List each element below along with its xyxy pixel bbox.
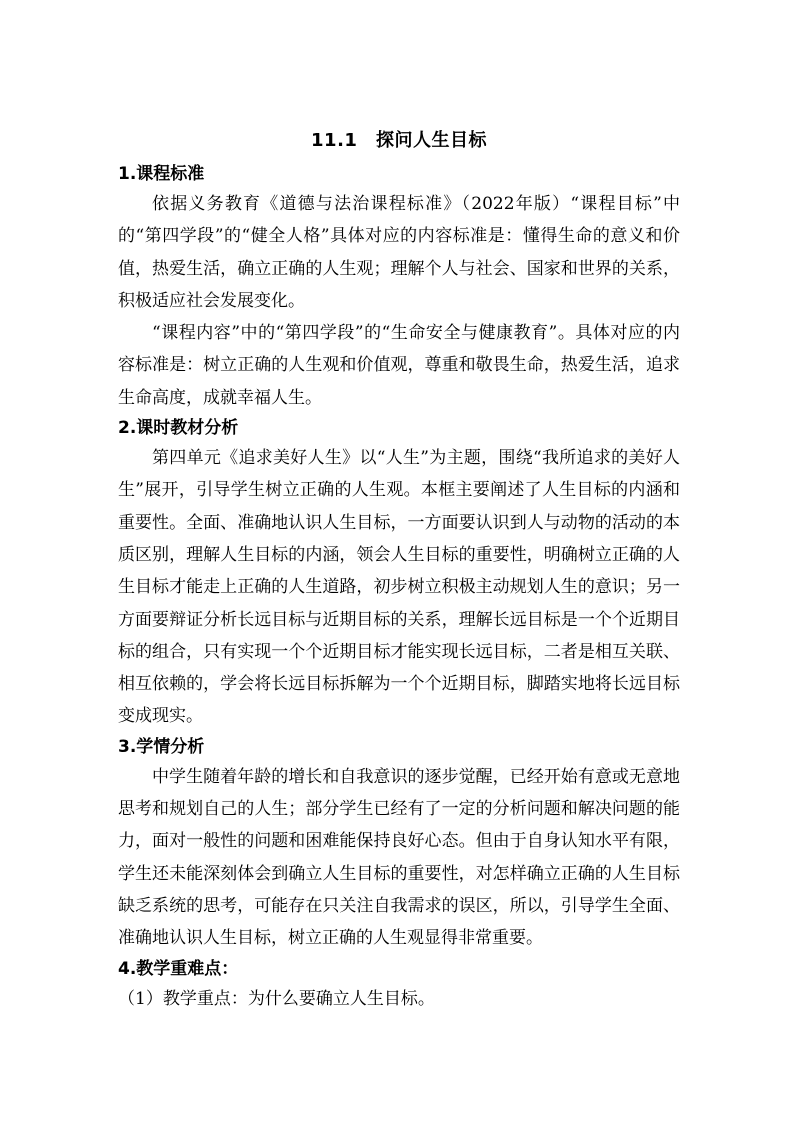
document-title: 11.1 探问人生目标 — [311, 130, 487, 151]
section-heading: 2.课时教材分析 — [118, 418, 239, 439]
paragraph: 依据义务教育《道德与法治课程标准》（2022年版）“课程目标”中的“第四学段”的“健全人格”具体对应的内容标准是：懂得生命的意义和价值，热爱生活，确立正确的人生观；理解个人与社会、国家和世界的关系，积极适应社会发展变化。 — [118, 194, 680, 311]
section-course-standard — [118, 160, 680, 414]
document-content — [118, 128, 680, 1015]
list-item: （1）教学重点：为什么要确立人生目标。 — [118, 988, 435, 1009]
paragraph: 第四单元《追求美好人生》以“人生”为主题，围绕“我所追求的美好人生”展开，引导学生树立正确的人生观。本框主要阐述了人生目标的内涵和重要性。全面、准确地认识人生目标，一方面要认识到人与动物的活动的本质区别，理解人生目标的内涵，领会人生目标的重要性，明确树立正确的人生目标才能走上正确的人生道路，初步树立积极主动规划人生的意识；另一方面要辩证分析长远目标与近期目标的关系，理解长远目标是一个个近期目标的组合，只有实现一个个近期目标才能实现长远目标，二者是相互关联、相互依赖的，学会将长远目标拆解为一个个近期目标，脚踏实地将长远目标变成现实。 — [118, 448, 680, 727]
section-key-difficulties — [118, 955, 680, 1015]
section-student-analysis — [118, 733, 680, 955]
section-heading: 1.课程标准 — [118, 164, 205, 184]
section-textbook-analysis — [118, 414, 680, 733]
section-heading: 4.教学重难点： — [118, 958, 239, 979]
paragraph: “课程内容”中的“第四学段”的“生命安全与健康教育”。具体对应的内容标准是：树立正确的人生观和价值观，尊重和敬畏生命，热爱生活，追求生命高度，成就幸福人生。 — [118, 323, 680, 408]
paragraph: 中学生随着年龄的增长和自我意识的逐步觉醒，已经开始有意或无意地思考和规划自己的人生；部分学生已经有了一定的分析问题和解决问题的能力，面对一般性的问题和困难能保持良好心态。但由于自身认知水平有限，学生还未能深刻体会到确立人生目标的重要性，对怎样确立正确的人生目标缺乏系统的思考，可能存在只关注自我需求的误区，所以，引导学生全面、准确地认识人生目标，树立正确的人生观显得非常重要。 — [118, 766, 680, 949]
section-heading: 3.学情分析 — [118, 736, 205, 757]
